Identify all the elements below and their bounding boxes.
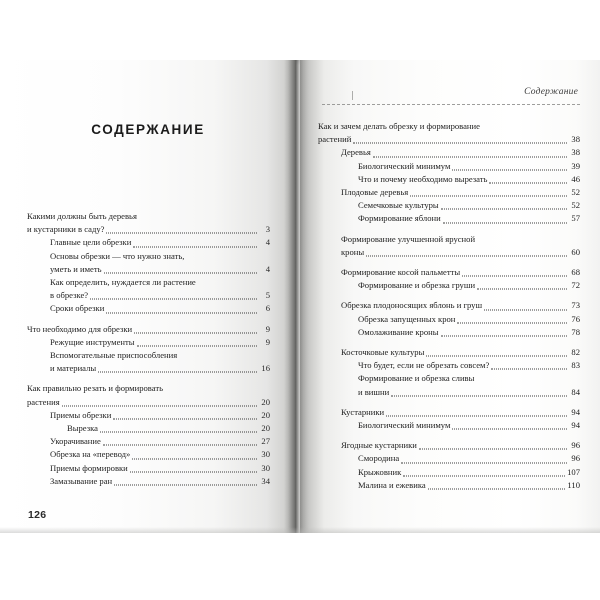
toc-entry-page-number: 30 <box>261 449 270 460</box>
toc-entry-label: Режущие инструменты <box>50 336 135 347</box>
toc-entry-label: Биологический минимум <box>358 160 451 171</box>
toc-entry-page-number: 9 <box>265 336 270 347</box>
toc-entry <box>358 326 580 339</box>
toc-entry-page-number: 20 <box>261 409 270 420</box>
toc-entry-label: Формирование яблони <box>358 213 441 224</box>
toc-entry-label: Что будет, если не обрезать совсем? <box>358 360 490 371</box>
toc-entry-label: Семечковые культуры <box>358 200 439 211</box>
toc-entry-page-number: 110 <box>567 479 580 490</box>
toc-leader-dots <box>137 339 257 347</box>
left-page <box>0 60 296 533</box>
toc-group <box>27 382 270 488</box>
toc-entry <box>358 479 580 492</box>
toc-entry <box>67 422 270 435</box>
toc-entry-page-number: 57 <box>571 213 580 224</box>
toc-entry-page-number: 96 <box>571 453 580 464</box>
toc-entry <box>341 186 580 199</box>
toc-entry-label: уметь и иметь <box>50 263 102 274</box>
toc-entry <box>27 396 270 409</box>
toc-entry <box>50 276 270 289</box>
toc-entry <box>358 452 580 465</box>
toc-leader-dots <box>100 425 257 433</box>
toc-entry <box>358 212 580 225</box>
toc-leader-dots <box>441 202 567 210</box>
toc-leader-dots <box>62 398 257 406</box>
toc-entry <box>50 448 270 461</box>
toc-group <box>318 233 580 259</box>
toc-leader-dots <box>452 422 567 430</box>
toc-entry-label: Вспомогательные приспособления <box>50 350 178 361</box>
toc-leader-dots <box>426 349 567 357</box>
toc-entry <box>341 299 580 312</box>
right-page <box>300 60 600 533</box>
toc-entry-page-number: 83 <box>571 360 580 371</box>
toc-leader-dots <box>462 269 567 277</box>
toc-entry-page-number: 82 <box>571 347 580 358</box>
toc-entry <box>50 336 270 349</box>
toc-leader-dots <box>391 388 567 396</box>
toc-entry <box>358 279 580 292</box>
toc-leader-dots <box>113 412 257 420</box>
toc-group <box>318 299 580 339</box>
toc-leader-dots <box>428 482 566 490</box>
toc-entry <box>341 146 580 159</box>
toc-entry-page-number: 52 <box>571 187 580 198</box>
toc-entry-label: Обрезка на «перевод» <box>50 449 131 460</box>
toc-entry-label: Формирование и обрезка груши <box>358 280 476 291</box>
toc-leader-dots <box>133 239 257 247</box>
toc-group <box>318 120 580 226</box>
toc-group <box>27 210 270 316</box>
toc-entry-label: Формирование улучшенной ярусной <box>341 233 476 244</box>
toc-entry <box>50 475 270 488</box>
toc-entry-page-number: 4 <box>265 237 270 248</box>
toc-leader-dots <box>484 302 567 310</box>
toc-entry-page-number: 20 <box>261 423 270 434</box>
table-of-contents-right <box>318 120 580 499</box>
toc-entry <box>50 435 270 448</box>
toc-entry-label: Формирование и обрезка сливы <box>358 373 475 384</box>
toc-entry-label: Как и зачем делать обрезку и формирование <box>318 121 480 131</box>
toc-leader-dots <box>353 136 567 144</box>
toc-entry-label: кроны <box>341 246 365 257</box>
toc-leader-dots <box>98 365 257 373</box>
toc-entry <box>50 289 270 302</box>
table-of-contents-left <box>27 210 270 495</box>
toc-leader-dots <box>386 409 567 417</box>
toc-entry <box>50 236 270 249</box>
toc-entry-page-number: 3 <box>265 224 270 235</box>
toc-leader-dots <box>401 455 567 463</box>
toc-leader-dots <box>482 124 580 131</box>
toc-entry-label: растений <box>318 134 352 145</box>
toc-leader-dots <box>90 292 257 300</box>
toc-leader-dots <box>477 282 567 290</box>
toc-entry <box>318 133 580 146</box>
toc-leader-dots <box>373 149 567 157</box>
toc-entry <box>358 372 580 385</box>
toc-leader-dots <box>106 305 257 313</box>
toc-entry <box>50 349 270 362</box>
toc-group <box>318 266 580 292</box>
toc-leader-dots <box>419 442 567 450</box>
toc-entry <box>50 263 270 276</box>
toc-entry <box>341 406 580 419</box>
toc-entry-label: Омолаживание кроны <box>358 326 439 337</box>
toc-entry <box>358 160 580 173</box>
toc-entry <box>50 250 270 263</box>
toc-entry-page-number: 16 <box>261 363 270 374</box>
toc-entry-label: в обрезке? <box>50 290 89 301</box>
toc-entry-page-number: 76 <box>571 313 580 324</box>
toc-entry-label: Сроки обрезки <box>50 303 105 314</box>
toc-entry <box>27 323 270 336</box>
toc-entry-label: Что и почему необходимо вырезать <box>358 173 488 184</box>
toc-entry-page-number: 94 <box>571 420 580 431</box>
toc-leader-dots <box>198 280 270 287</box>
toc-entry-label: Плодовые деревья <box>341 187 409 198</box>
toc-entry <box>358 199 580 212</box>
folio-number: 126 <box>28 509 47 521</box>
toc-entry-page-number: 38 <box>571 147 580 158</box>
toc-entry-label: Как определить, нуждается ли растение <box>50 277 196 288</box>
toc-entry-label: Деревья <box>341 147 371 158</box>
toc-entry-page-number: 52 <box>571 200 580 211</box>
toc-entry-label: Крыжовник <box>358 466 402 477</box>
toc-leader-dots <box>403 468 565 476</box>
header-tick-mark <box>352 91 353 100</box>
toc-entry <box>358 419 580 432</box>
toc-leader-dots <box>134 325 257 333</box>
toc-group <box>318 346 580 399</box>
toc-leader-dots <box>114 478 257 486</box>
toc-entry <box>50 362 270 375</box>
toc-leader-dots <box>104 266 257 274</box>
toc-entry-page-number: 107 <box>567 466 580 477</box>
toc-entry <box>341 346 580 359</box>
toc-entry-label: и вишни <box>358 386 390 397</box>
toc-entry-page-number: 34 <box>261 475 270 486</box>
toc-entry-label: Косточковые культуры <box>341 347 425 358</box>
toc-leader-dots <box>106 226 257 234</box>
toc-leader-dots <box>443 215 567 223</box>
toc-entry-label: Вырезка <box>67 423 98 434</box>
toc-entry-label: и кустарники в саду? <box>27 224 105 235</box>
toc-entry <box>50 462 270 475</box>
toc-entry-page-number: 38 <box>571 134 580 145</box>
toc-entry-page-number: 9 <box>265 323 270 334</box>
toc-entry <box>27 382 270 395</box>
toc-entry-label: Что необходимо для обрезки <box>27 323 133 334</box>
toc-entry-page-number: 68 <box>571 267 580 278</box>
toc-entry-page-number: 4 <box>265 263 270 274</box>
toc-entry-label: Биологический минимум <box>358 420 451 431</box>
toc-entry-label: Замазывание ран <box>50 475 113 486</box>
toc-entry-page-number: 39 <box>571 160 580 171</box>
toc-leader-dots <box>410 189 567 197</box>
toc-entry-page-number: 96 <box>571 440 580 451</box>
toc-entry-label: Главные цели обрезки <box>50 237 132 248</box>
toc-group <box>318 406 580 432</box>
toc-entry-label: Смородина <box>358 453 400 464</box>
toc-entry-page-number: 27 <box>261 436 270 447</box>
toc-entry <box>358 313 580 326</box>
toc-entry-label: Обрезка запущенных крон <box>358 313 456 324</box>
toc-leader-dots <box>165 386 270 393</box>
toc-entry-label: Укорачивание <box>50 436 101 447</box>
toc-leader-dots <box>477 236 580 243</box>
toc-entry <box>358 386 580 399</box>
toc-entry <box>50 409 270 422</box>
page-title: СОДЕРЖАНИЕ <box>91 122 205 137</box>
toc-leader-dots <box>103 438 257 446</box>
toc-entry-label: Как правильно резать и формировать <box>27 383 164 394</box>
running-head: Содержание <box>524 87 578 97</box>
toc-leader-dots <box>441 329 567 337</box>
toc-leader-dots <box>476 376 580 383</box>
toc-leader-dots <box>132 451 257 459</box>
toc-leader-dots <box>130 464 257 472</box>
toc-entry-page-number: 72 <box>571 280 580 291</box>
toc-entry <box>318 120 580 133</box>
toc-entry-page-number: 20 <box>261 396 270 407</box>
toc-leader-dots <box>489 176 567 184</box>
toc-entry-label: Ягодные кустарники <box>341 440 417 451</box>
toc-entry <box>27 210 270 223</box>
toc-leader-dots <box>457 315 567 323</box>
toc-leader-dots <box>491 362 567 370</box>
toc-entry <box>358 359 580 372</box>
open-book <box>0 60 600 533</box>
toc-entry-label: Основы обрезки — что нужно знать, <box>50 250 185 261</box>
toc-entry-page-number: 84 <box>571 386 580 397</box>
toc-leader-dots <box>366 249 567 257</box>
toc-entry-label: Приемы обрезки <box>50 409 112 420</box>
toc-entry-label: Кустарники <box>341 406 385 417</box>
toc-leader-dots <box>179 353 270 360</box>
toc-group <box>318 439 580 492</box>
toc-entry <box>50 302 270 315</box>
toc-entry-page-number: 94 <box>571 406 580 417</box>
toc-entry <box>341 233 580 246</box>
toc-entry-page-number: 73 <box>571 300 580 311</box>
toc-leader-dots <box>139 214 270 221</box>
toc-entry-label: и материалы <box>50 363 97 374</box>
toc-entry-page-number: 5 <box>265 290 270 301</box>
toc-entry <box>341 246 580 259</box>
toc-entry-label: Приемы формировки <box>50 462 128 473</box>
toc-entry-page-number: 30 <box>261 462 270 473</box>
toc-entry-label: растения <box>27 396 60 407</box>
toc-entry <box>341 439 580 452</box>
toc-entry-page-number: 60 <box>571 246 580 257</box>
toc-entry-page-number: 78 <box>571 326 580 337</box>
toc-entry <box>358 173 580 186</box>
toc-leader-dots <box>452 162 567 170</box>
toc-entry-page-number: 46 <box>571 173 580 184</box>
toc-entry-page-number: 6 <box>265 303 270 314</box>
toc-entry-label: Обрезка плодоносящих яблонь и груш <box>341 300 483 311</box>
toc-entry-label: Какими должны быть деревья <box>27 211 137 221</box>
toc-entry <box>341 266 580 279</box>
toc-entry <box>27 223 270 236</box>
toc-entry-label: Малина и ежевика <box>358 479 426 490</box>
toc-leader-dots <box>186 253 270 260</box>
running-head-rule <box>322 104 580 106</box>
toc-entry <box>358 466 580 479</box>
toc-group <box>27 323 270 376</box>
toc-entry-label: Формирование косой пальметты <box>341 267 461 278</box>
